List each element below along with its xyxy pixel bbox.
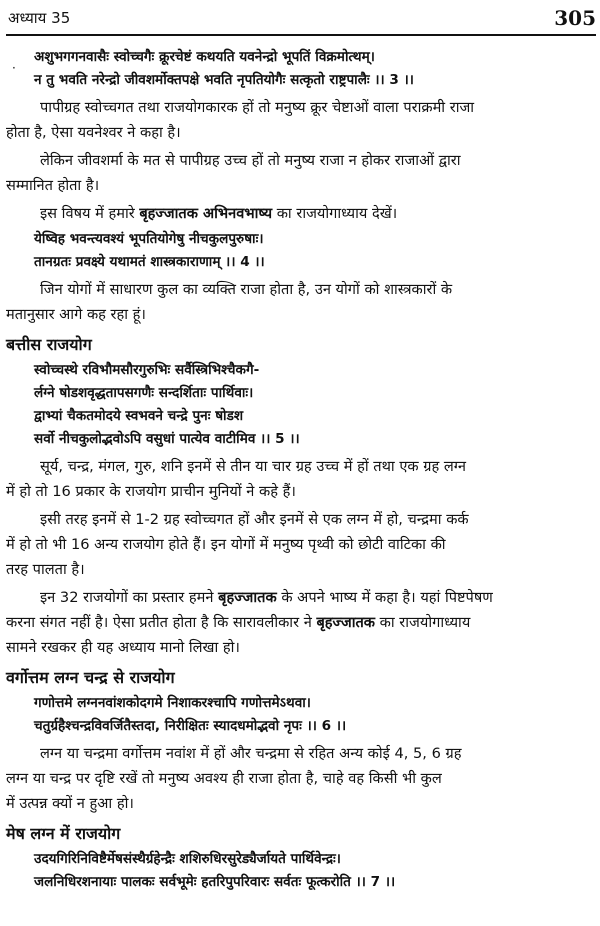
text-run: के अपने भाष्य में कहा है। यहां पिष्टपेषण [281, 589, 493, 606]
text-line: सामने रखकर ही यह अध्याय मानो लिखा हो। [6, 639, 240, 656]
verse-line: स्वोच्चस्थे रविभौमसौरगुरुभिः सर्वैस्त्रिभिश्चैकगै- [34, 362, 260, 378]
text-line: में उत्पन्न क्यों न हुआ हो। [6, 795, 134, 812]
text-line: लग्न या चन्द्रमा वर्गोत्तम नवांश में हों और चन्द्रमा से रहित अन्य कोई 4, 5, 6 ग्रह [40, 745, 462, 762]
page-body [0, 40, 600, 894]
paragraph [0, 585, 600, 660]
running-header [8, 6, 596, 32]
paragraph [0, 454, 600, 504]
book-title: बृहज्जातक अभिनवभाष्य [139, 205, 273, 222]
text-line [6, 610, 590, 635]
text-line: सम्मानित होता है। [6, 177, 100, 194]
text-line: पापीग्रह स्वोच्चगत तथा राजयोगकारक हों तो मनुष्य क्रूर चेष्टाओं वाला पराक्रमी राजा [40, 99, 475, 116]
text-line: होता है, ऐसा यवनेश्वर ने कहा है। [6, 124, 181, 141]
text-line [6, 201, 590, 226]
section-heading: मेष लग्न में राजयोग [6, 824, 121, 843]
paragraph [0, 277, 600, 327]
paragraph [0, 507, 600, 582]
verse-line: जलनिधिरशनायाः पालकः सर्वभूमेः हतरिपुपरिवारः सर्वतः फूत्करोति ।। 7 ।। [34, 874, 396, 890]
verse-line: द्वाभ्यां चैकतमोदये स्वभवने चन्द्रे पुनः षोडश [34, 408, 244, 424]
text-line: लेकिन जीवशर्मा के मत से पापीग्रह उच्च हों तो मनुष्य राजा न होकर राजाओं द्वारा [40, 152, 461, 169]
text-run: करना संगत नहीं है। ऐसा प्रतीत होता है कि सारावलीकार ने [6, 614, 312, 631]
text-run: इन 32 राजयोगों का प्रस्तार हमने [40, 589, 214, 606]
verse-line: उदयगिरिनिविष्टैर्मेषसंस्थैर्ग्रहेन्द्रैः शशिरुधिरसुरेड्यैर्जायते पार्थिवेन्द्रः। [34, 851, 341, 867]
verse-line: चतुर्ग्रहैश्चन्द्रविवर्जितैस्तदा, निरीक्षितः स्यादधमोद्भवो नृपः ।। 6 ।। [34, 718, 347, 734]
book-title: बृहज्जातक [218, 589, 277, 606]
verse-line: तानग्रतः प्रवक्ष्ये यथामतं शास्त्रकाराणाम् ।। 4 ।। [34, 254, 265, 270]
section-heading: बत्तीस राजयोग [6, 335, 92, 354]
text-line: सूर्य, चन्द्र, मंगल, गुरु, शनि इनमें से तीन या चार ग्रह उच्च में हों तथा एक ग्रह लग्न [40, 458, 466, 475]
verse-4 [0, 228, 600, 274]
paragraph [0, 95, 600, 145]
text-line: इसी तरह इनमें से 1-2 ग्रह स्वोच्चगत हों और इनमें से एक लग्न में हो, चन्द्रमा कर्क [40, 511, 469, 528]
verse-3 [0, 46, 600, 92]
section-heading: वर्गोत्तम लग्न चन्द्र से राजयोग [6, 668, 175, 687]
text-line: मतानुसार आगे कह रहा हूं। [6, 306, 146, 323]
text-run: इस विषय में हमारे [40, 205, 135, 222]
paragraph [0, 741, 600, 816]
text-line: जिन योगों में साधारण कुल का व्यक्ति राजा होता है, उन योगों को शास्त्रकारों के [40, 281, 453, 298]
verse-6 [0, 692, 600, 738]
paragraph [0, 201, 600, 226]
verse-line: अशुभगगनवासैः स्वोच्चगैः क्रूरचेष्टं कथयति यवनेन्द्रो भूपतिं विक्रमोत्थम्। [34, 49, 375, 65]
text-run: का राजयोगाध्याय [379, 614, 471, 631]
text-run: का राजयोगाध्याय देखें। [276, 205, 398, 222]
text-line [6, 585, 590, 610]
book-title: बृहज्जातक [316, 614, 376, 631]
verse-line: गणोत्तमे लग्ननवांशकोदगमे निशाकरश्चापि गणोत्तमेऽथवा। [34, 695, 311, 711]
verse-line: र्लग्ने षोडशवृद्धतापसगणैः सन्दर्शिताः पार्थिवाः। [34, 385, 254, 401]
verse-line: न तु भवति नरेन्द्रो जीवशर्मोक्तपक्षे भवति नृपतियोगैः सत्कृतो राष्ट्रपालैः ।। 3 ।। [34, 72, 414, 88]
header-rule [6, 34, 596, 36]
chapter-label: अध्याय 35 [8, 9, 71, 27]
margin-dot: · [12, 61, 16, 75]
text-line: में हो तो 16 प्रकार के राजयोग प्राचीन मुनियों ने कहे हैं। [6, 483, 296, 500]
page-number: 305 [554, 6, 596, 30]
verse-7 [0, 848, 600, 894]
paragraph [0, 148, 600, 198]
text-line: लग्न या चन्द्र पर दृष्टि रखें तो मनुष्य अवश्य ही राजा होता है, चाहे वह किसी भी कुल [6, 770, 442, 787]
text-line: में हो तो भी 16 अन्य राजयोग होते हैं। इन योगों में मनुष्य पृथ्वी को छोटी वाटिका की [6, 536, 446, 553]
verse-5 [0, 359, 600, 451]
text-line: तरह पालता है। [6, 561, 85, 578]
verse-line: येष्विह भवन्त्यवश्यं भूपतियोगेषु नीचकुलपुरुषाः। [34, 231, 264, 247]
verse-line: सर्वो नीचकुलोद्भवोऽपि वसुधां पात्येव वाटीमिव ।। 5 ।। [34, 431, 300, 447]
